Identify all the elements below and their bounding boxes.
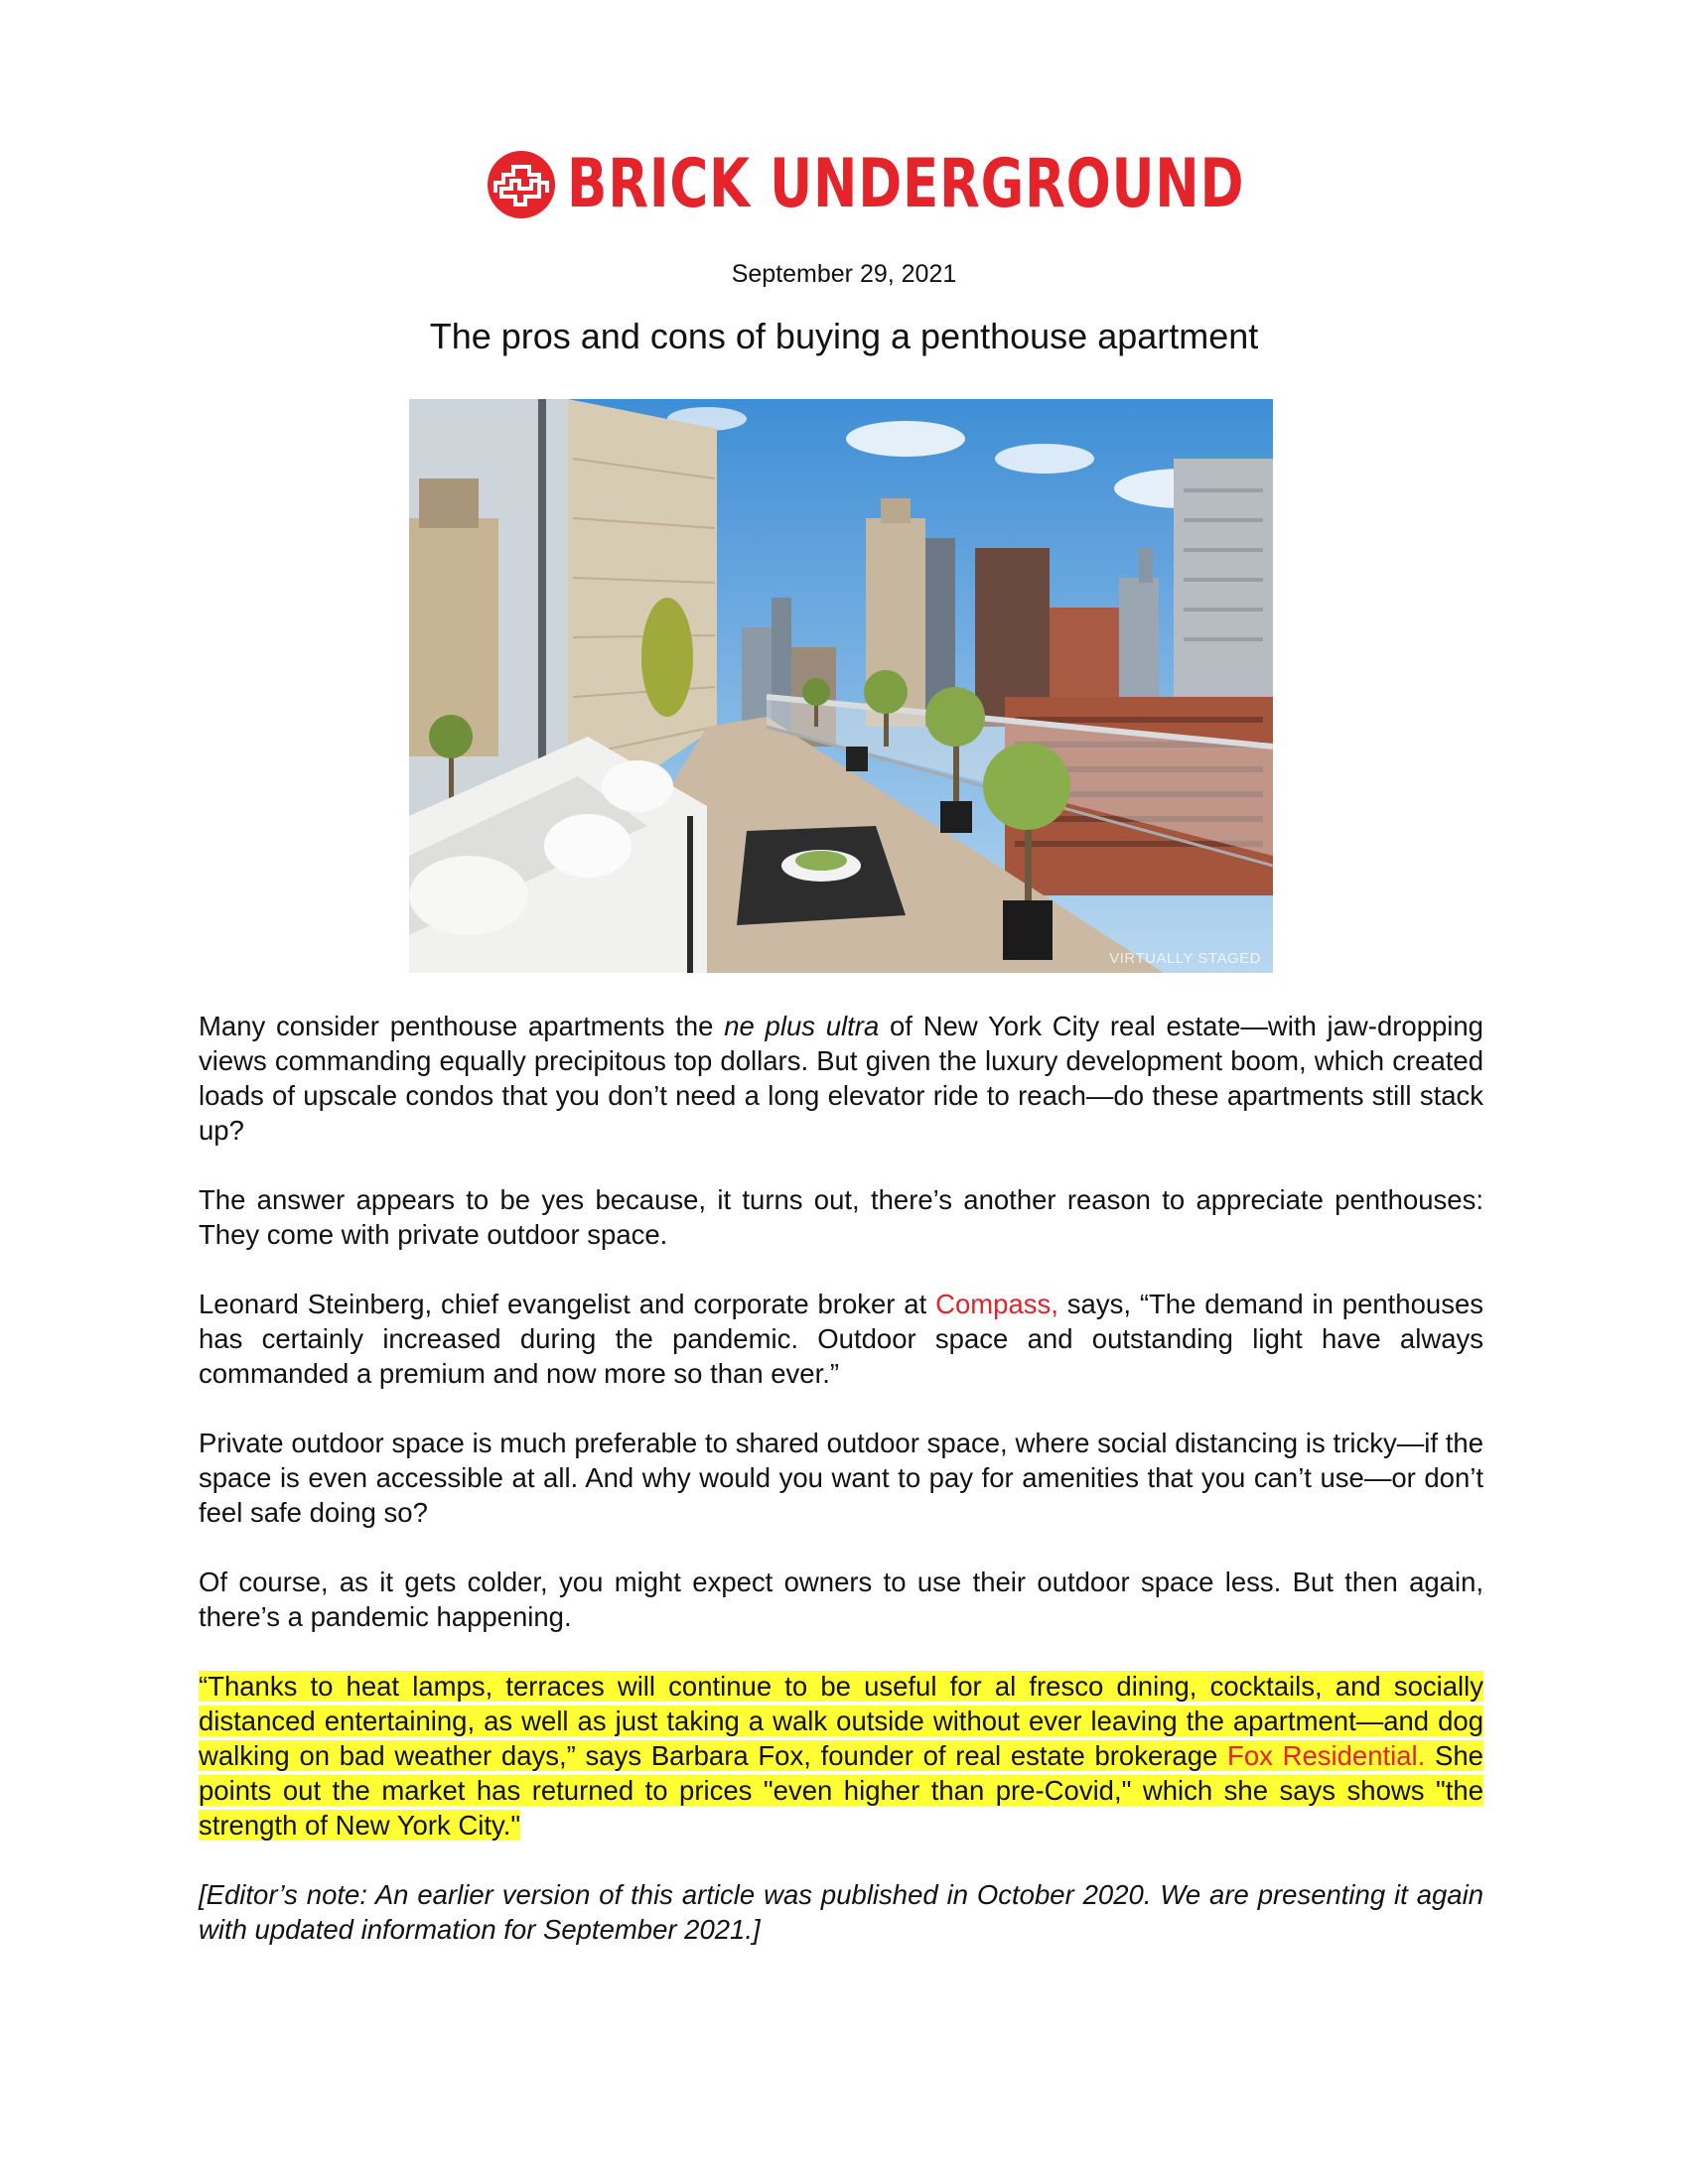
masthead (0, 145, 1688, 223)
article-date: September 29, 2021 (731, 260, 957, 288)
paragraph-outdoor-space: Private outdoor space is much preferable to shared outdoor space, where social distancing is tricky—if the space is even accessible at all. And why would you want to pay for amenities that you can’t use—or don’t feel safe doing so? (199, 1428, 1483, 1528)
article-photo (409, 399, 1273, 973)
article-title: The pros and cons of buying a penthouse apartment (429, 316, 1259, 356)
paragraph-answer: The answer appears to be yes because, it turns out, there’s another reason to appreciate penthouses: They come with private outdoor space. (199, 1184, 1483, 1250)
compass-link[interactable]: Compass, (935, 1289, 1058, 1319)
editor-note: [Editor’s note: An earlier version of this article was published in October 2020. We are presenting it again with updated information for September 2021.] (199, 1879, 1483, 1945)
paragraph-colder: Of course, as it gets colder, you might expect owners to use their outdoor space less. But then again, there’s a pandemic happening. (199, 1567, 1483, 1632)
paragraph-fox-quote: “Thanks to heat lamps, terraces will continue to be useful for al fresco dining, cocktails, and socially distanced entertaining, as well as just taking a walk outside without ever leaving the apartment—and dog walking on bad weather days,” says Barbara Fox, founder of real estate brokerage Fox Residential. She points out the market has returned to prices "even higher than pre-Covid," which she says shows "the strength of New York City." (199, 1671, 1483, 1841)
paragraph-steinberg-quote: Leonard Steinberg, chief evangelist and corporate broker at Compass, says, “The demand in penthouses has certainly increased during the pandemic. Outdoor space and outstanding light have always commanded a premium and now more so than ever.” (199, 1289, 1483, 1389)
article-body (199, 1009, 1483, 1981)
paragraph-intro: Many consider penthouse apartments the ne plus ultra of New York City real estate—with jaw-dropping views commanding equally precipitous top dollars. But given the luxury development boom, which created loads of upscale condos that you don’t need a long elevator ride to reach—do these apartments still stack up? (199, 1011, 1483, 1146)
italic-phrase: ne plus ultra (724, 1011, 880, 1041)
brick-underground-logo-icon (486, 149, 557, 220)
virtually-staged-label: VIRTUALLY STAGED (1109, 950, 1261, 967)
fox-residential-link[interactable]: Fox Residential. (1227, 1740, 1426, 1771)
brand-name: BRICK UNDERGROUND (567, 145, 1245, 223)
